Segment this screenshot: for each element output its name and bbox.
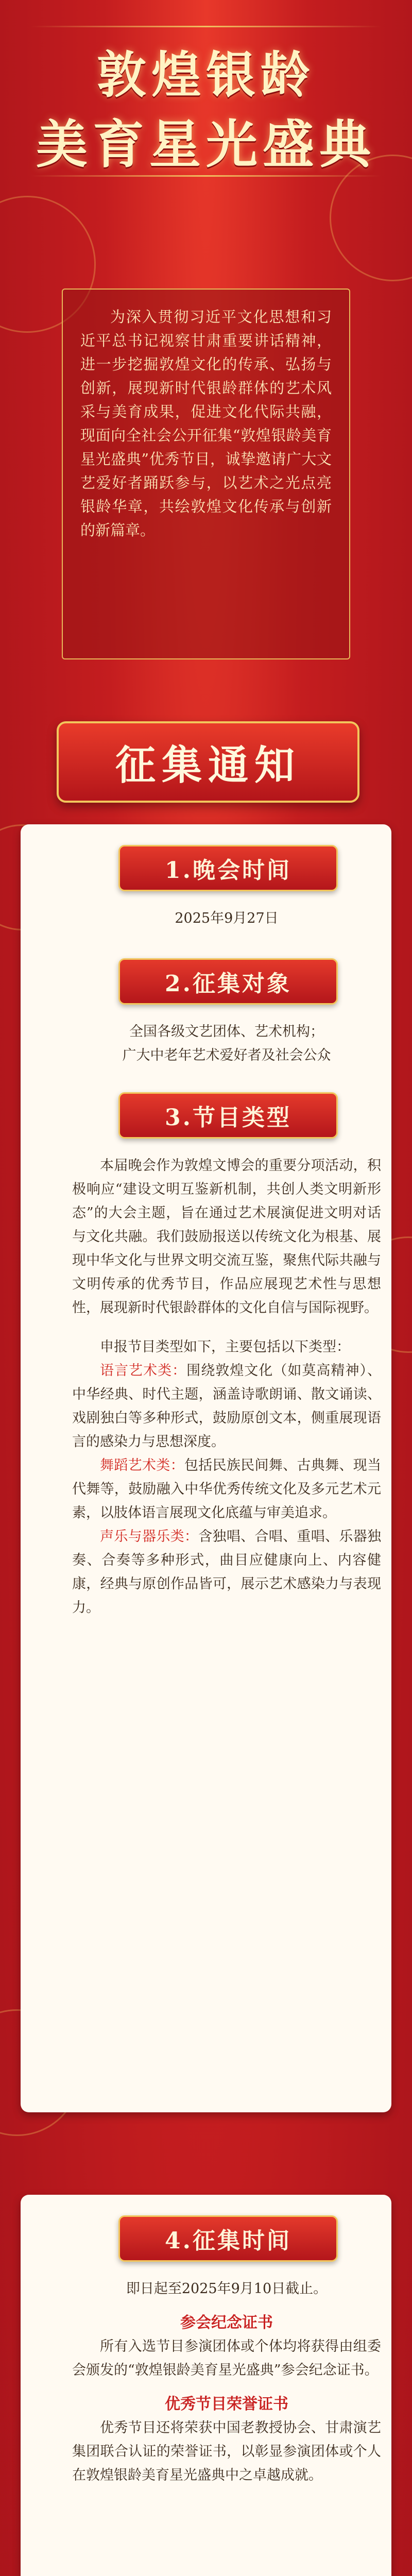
- collection-time-text: [72, 2277, 381, 2487]
- hero-title-line2: 美育星光盛典: [36, 114, 376, 175]
- category-dance-label: 舞蹈艺术类：: [100, 1458, 184, 1473]
- hero-title-line1: 敦煌银龄: [97, 46, 315, 104]
- category-language-text: 围绕敦煌文化（如莫高精神）、中华经典、时代主题，涵盖诗歌朗诵、散文诵读、戏剧独白等多种形式，鼓励原创文本，侧重展现语言的感染力与思想深度。: [72, 1363, 382, 1450]
- audience-line-1: 全国各级文艺团体、艺术机构；: [129, 1024, 324, 1040]
- category-language-label: 语言艺术类：: [100, 1363, 187, 1379]
- section-title-program-types: 3.节目类型: [118, 1092, 338, 1139]
- intro-paragraph: 为深入贯彻习近平文化思想和习近平总书记视察甘肃重要讲话精神，进一步挖掘敦煌文化的传承、弘扬与创新，展现新时代银龄群体的艺术风采与美育成果，促进文化代际共融，现面向全社会公开征集“敦煌银龄美育星光盛典”优秀节目，诚挚邀请广大文艺爱好者踊跃参与，以艺术之光点亮银龄华章，共绘敦煌文化传承与创新的新篇章。: [62, 289, 350, 659]
- program-types-text: [72, 1154, 381, 1620]
- audience-line-2: 广大中老年艺术爱好者及社会公众: [122, 1047, 331, 1063]
- notice-banner: 征集通知: [57, 721, 359, 803]
- category-music-label: 声乐与器乐类：: [100, 1529, 199, 1545]
- category-dance: [72, 1454, 381, 1525]
- award-text: 优秀节目还将荣获中国老教授协会、甘肃演艺集团联合认证的荣誉证书，以彰显参演团体或个人在敦煌银龄美育星光盛典中之卓越成就。: [72, 2420, 381, 2483]
- program-types-paragraph: 本届晚会作为敦煌文博会的重要分项活动，积极响应“建设文明互鉴新机制，共创人类文明新形态”的大会主题，旨在通过艺术展演促进文明对话与文化共融。我们鼓励报送以传统文化为根基、展现中华文化与世界文明交流互鉴，聚焦代际共融与文明传承的优秀节目，作品应展现艺术性与思想性，展现新时代银龄群体的文化自信与国际视野。: [72, 1158, 381, 1316]
- page-header: [0, 0, 412, 268]
- category-music: [72, 1525, 381, 1620]
- certificate-text: 所有入选节目参演团体或个体均将获得由组委会颁发的“敦煌银龄美育星光盛典”参会纪念证书。: [72, 2338, 381, 2378]
- notice-card-2: [21, 2195, 391, 2576]
- section-title-time: 1.晚会时间: [118, 845, 338, 891]
- event-date: 2025年9月27日: [175, 910, 279, 926]
- section-title-audience: 2.征集对象: [118, 958, 338, 1005]
- section-title-collection-time: 4.征集时间: [118, 2215, 338, 2262]
- category-music-text: 含独唱、合唱、重唱、乐器独奏、合奏等多种形式，曲目应健康向上、内容健康，经典与原创作品皆可，展示艺术感染力与表现力。: [72, 1529, 382, 1616]
- certificate-heading: 参会纪念证书: [180, 2314, 273, 2332]
- category-dance-text: 包括民族民间舞、古典舞、现当代舞等，鼓励融入中华优秀传统文化及多元艺术元素，以肢体语言展现文化底蕴与审美追求。: [72, 1458, 382, 1521]
- audience-text: [72, 1020, 381, 1067]
- notice-card-1: [21, 824, 391, 2112]
- collection-deadline: 即日起至2025年9月10日截止。: [126, 2281, 328, 2297]
- award-heading: 优秀节目荣誉证书: [165, 2395, 288, 2413]
- program-types-intro: 申报节目类型如下，主要包括以下类型：: [100, 1339, 350, 1355]
- category-language: [72, 1359, 381, 1454]
